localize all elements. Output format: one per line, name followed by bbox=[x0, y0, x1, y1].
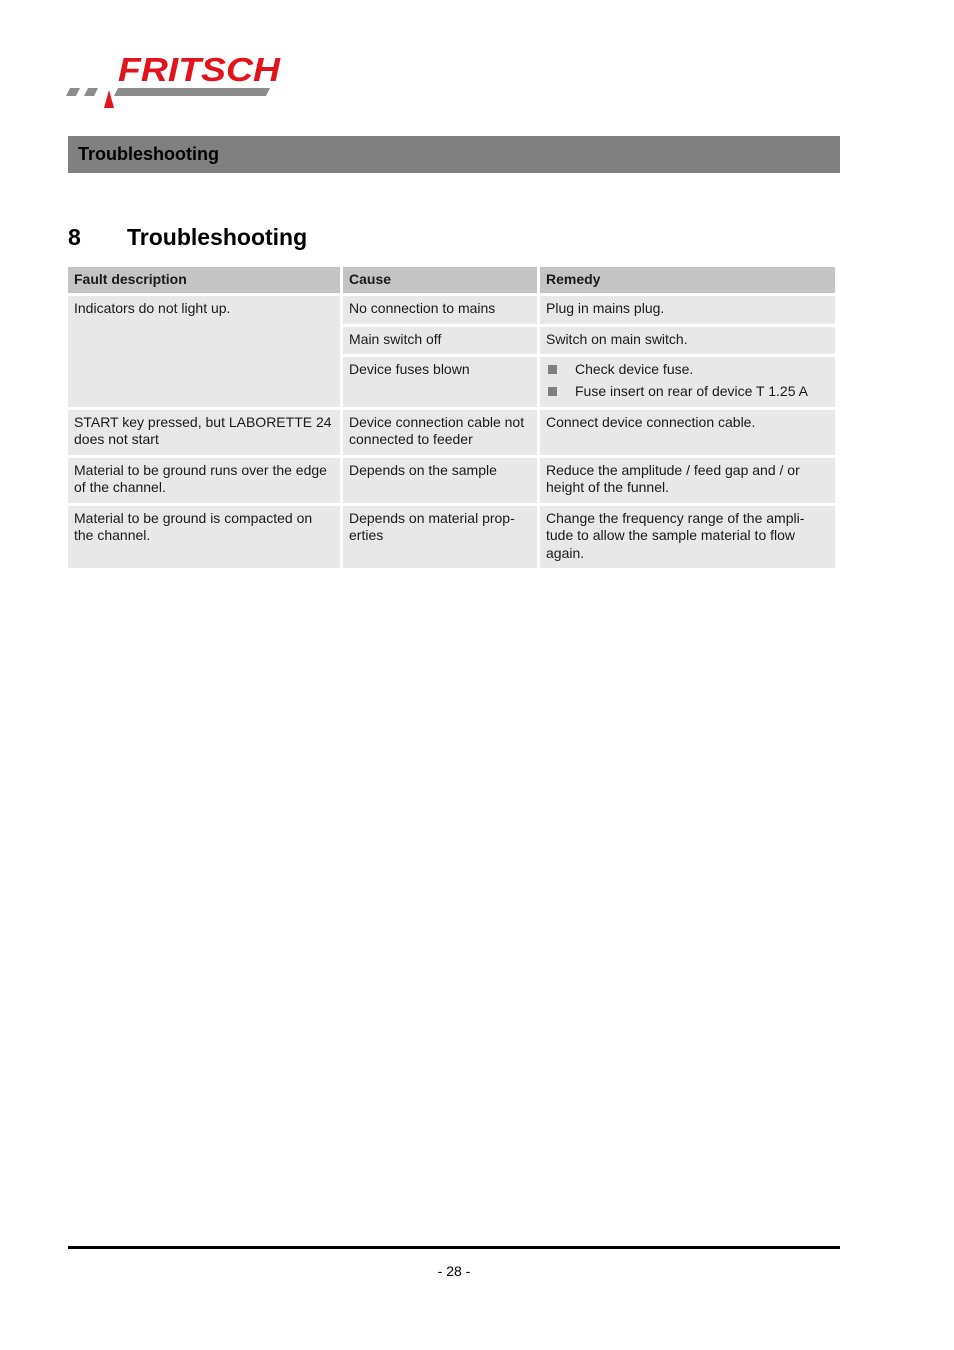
cause-cell: Device fuses blown bbox=[343, 357, 537, 407]
chapter-title: Troubleshooting bbox=[127, 224, 308, 250]
footer-divider bbox=[68, 1246, 840, 1249]
page-number: - 28 - bbox=[437, 1263, 471, 1279]
remedy-cell: Change the frequency range of the ampli-tude to allow the sample material to flow again. bbox=[540, 506, 835, 569]
remedy-bullet bbox=[546, 383, 829, 401]
remedy-bullet-text: Fuse insert on rear of device T 1.25 A bbox=[575, 383, 808, 399]
cause-cell: Depends on material prop-erties bbox=[343, 506, 537, 569]
troubleshooting-table bbox=[65, 264, 838, 571]
header-cause: Cause bbox=[343, 267, 537, 293]
table-row bbox=[68, 458, 835, 503]
square-bullet-icon bbox=[548, 387, 557, 396]
section-title: Troubleshooting bbox=[78, 144, 219, 164]
remedy-cell: Connect device connection cable. bbox=[540, 410, 835, 455]
remedy-cell: Switch on main switch. bbox=[540, 327, 835, 355]
svg-text:FRITSCH: FRITSCH bbox=[118, 51, 282, 88]
header-remedy: Remedy bbox=[540, 267, 835, 293]
table-row bbox=[68, 296, 835, 324]
header-fault-description: Fault description bbox=[68, 267, 340, 293]
table-row bbox=[68, 410, 835, 455]
square-bullet-icon bbox=[548, 365, 557, 374]
table-header-row bbox=[68, 267, 835, 293]
remedy-bullet-text: Check device fuse. bbox=[575, 361, 694, 377]
cause-cell: No connection to mains bbox=[343, 296, 537, 324]
chapter-number: 8 bbox=[68, 224, 81, 250]
cause-cell: Main switch off bbox=[343, 327, 537, 355]
fault-cell: Material to be ground runs over the edge of the channel. bbox=[68, 458, 340, 503]
section-header-bar bbox=[68, 136, 840, 173]
remedy-cell: Plug in mains plug. bbox=[540, 296, 835, 324]
remedy-cell: Reduce the amplitude / feed gap and / or height of the funnel. bbox=[540, 458, 835, 503]
fault-cell: START key pressed, but LABORETTE 24 does not start bbox=[68, 410, 340, 455]
remedy-cell bbox=[540, 357, 835, 407]
cause-cell: Device connection cable not connected to feeder bbox=[343, 410, 537, 455]
remedy-bullet bbox=[546, 361, 829, 379]
fritsch-logo bbox=[66, 50, 286, 114]
cause-cell: Depends on the sample bbox=[343, 458, 537, 503]
chapter-heading bbox=[68, 224, 307, 251]
fault-cell: Material to be ground is compacted on the channel. bbox=[68, 506, 340, 569]
fault-cell: Indicators do not light up. bbox=[68, 296, 340, 407]
table-row bbox=[68, 506, 835, 569]
